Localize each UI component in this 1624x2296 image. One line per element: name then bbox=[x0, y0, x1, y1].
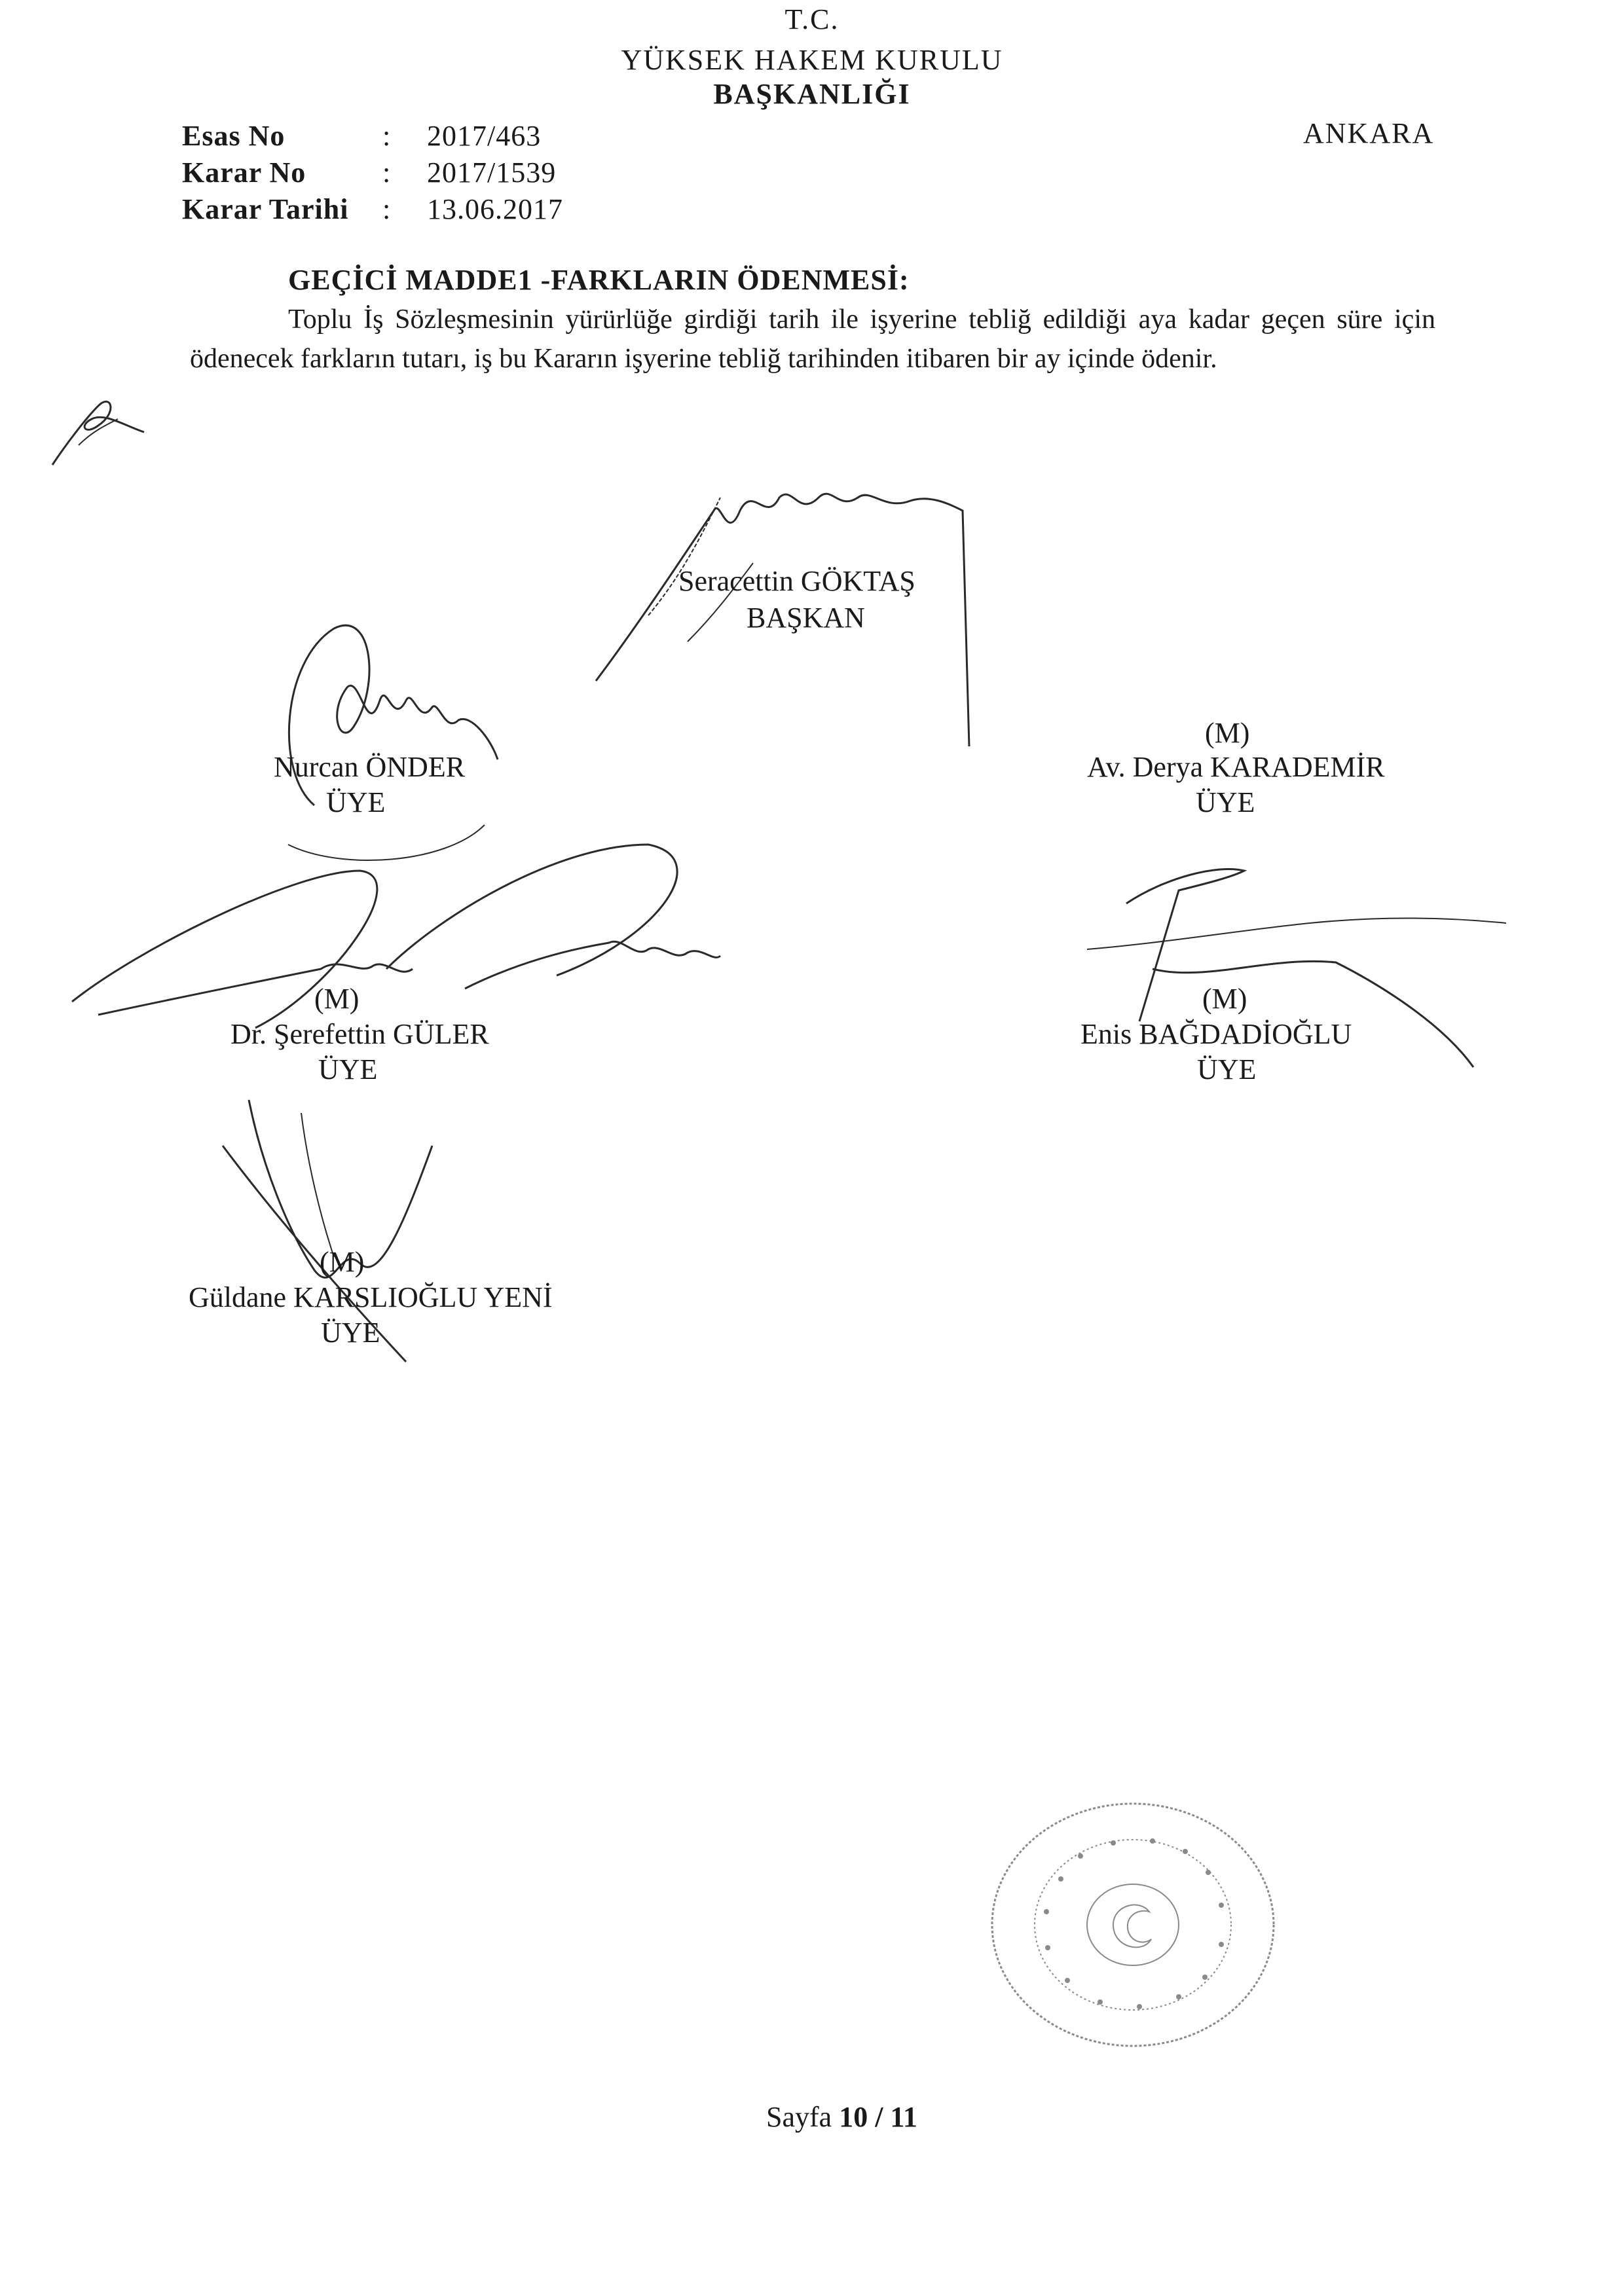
signatory-name: Seracettin GÖKTAŞ bbox=[678, 565, 915, 597]
signatory-role: ÜYE bbox=[1196, 786, 1255, 818]
margin-initial-mark bbox=[39, 393, 151, 471]
signatory-role: ÜYE bbox=[321, 1317, 380, 1349]
meta-colon: : bbox=[382, 120, 391, 152]
signatory-note: (M) bbox=[314, 983, 360, 1015]
signatory-name: Enis BAĞDADİOĞLU bbox=[1080, 1018, 1352, 1050]
meta-value-tarih: 13.06.2017 bbox=[427, 193, 563, 225]
section-paragraph: Toplu İş Sözleşmesinin yürürlüğe girdiği tarih ile işyerine tebliğ edildiği aya kadar geçen süre için ödenecek farkların tutarı, iş bu Kararın işyerine tebliğ tarihinden itibaren bir ay içinde ödenir. bbox=[190, 304, 1435, 374]
header-city: ANKARA bbox=[1303, 117, 1435, 149]
page-number bbox=[766, 2100, 917, 2134]
header-tc: T.C. bbox=[784, 3, 840, 35]
signature-bagdadioglu bbox=[1074, 851, 1519, 1087]
header-presidency: BAŞKANLIĞI bbox=[713, 78, 911, 110]
meta-value-esas: 2017/463 bbox=[427, 120, 542, 152]
signature-onder bbox=[210, 609, 511, 884]
meta-value-karar: 2017/1539 bbox=[427, 156, 557, 189]
signatory-name: Dr. Şerefettin GÜLER bbox=[231, 1018, 489, 1050]
header-institution: YÜKSEK HAKEM KURULU bbox=[621, 44, 1003, 76]
page-number-prefix: Sayfa bbox=[766, 2101, 840, 2133]
official-stamp-seal bbox=[982, 1794, 1283, 2056]
signatory-name: Güldane KARSLIOĞLU YENİ bbox=[189, 1281, 553, 1313]
meta-label-karar: Karar No bbox=[182, 156, 306, 189]
signatory-note: (M) bbox=[1202, 983, 1247, 1015]
page-number-value: 10 / 11 bbox=[839, 2101, 917, 2133]
signatory-role: BAŞKAN bbox=[747, 602, 865, 634]
signatory-note: (M) bbox=[320, 1246, 365, 1278]
signatory-name: Nurcan ÖNDER bbox=[274, 751, 466, 783]
meta-label-esas: Esas No bbox=[182, 120, 286, 152]
signatory-role: ÜYE bbox=[326, 786, 386, 818]
meta-colon: : bbox=[382, 193, 391, 225]
signatory-role: ÜYE bbox=[318, 1053, 378, 1085]
meta-colon: : bbox=[382, 156, 391, 189]
section-title: GEÇİCİ MADDE1 -FARKLARIN ÖDENMESİ: bbox=[288, 264, 910, 296]
meta-label-tarih: Karar Tarihi bbox=[182, 193, 349, 225]
signatory-name: Av. Derya KARADEMİR bbox=[1087, 751, 1385, 783]
signatory-role: ÜYE bbox=[1197, 1053, 1257, 1085]
signatory-note: (M) bbox=[1205, 717, 1250, 749]
